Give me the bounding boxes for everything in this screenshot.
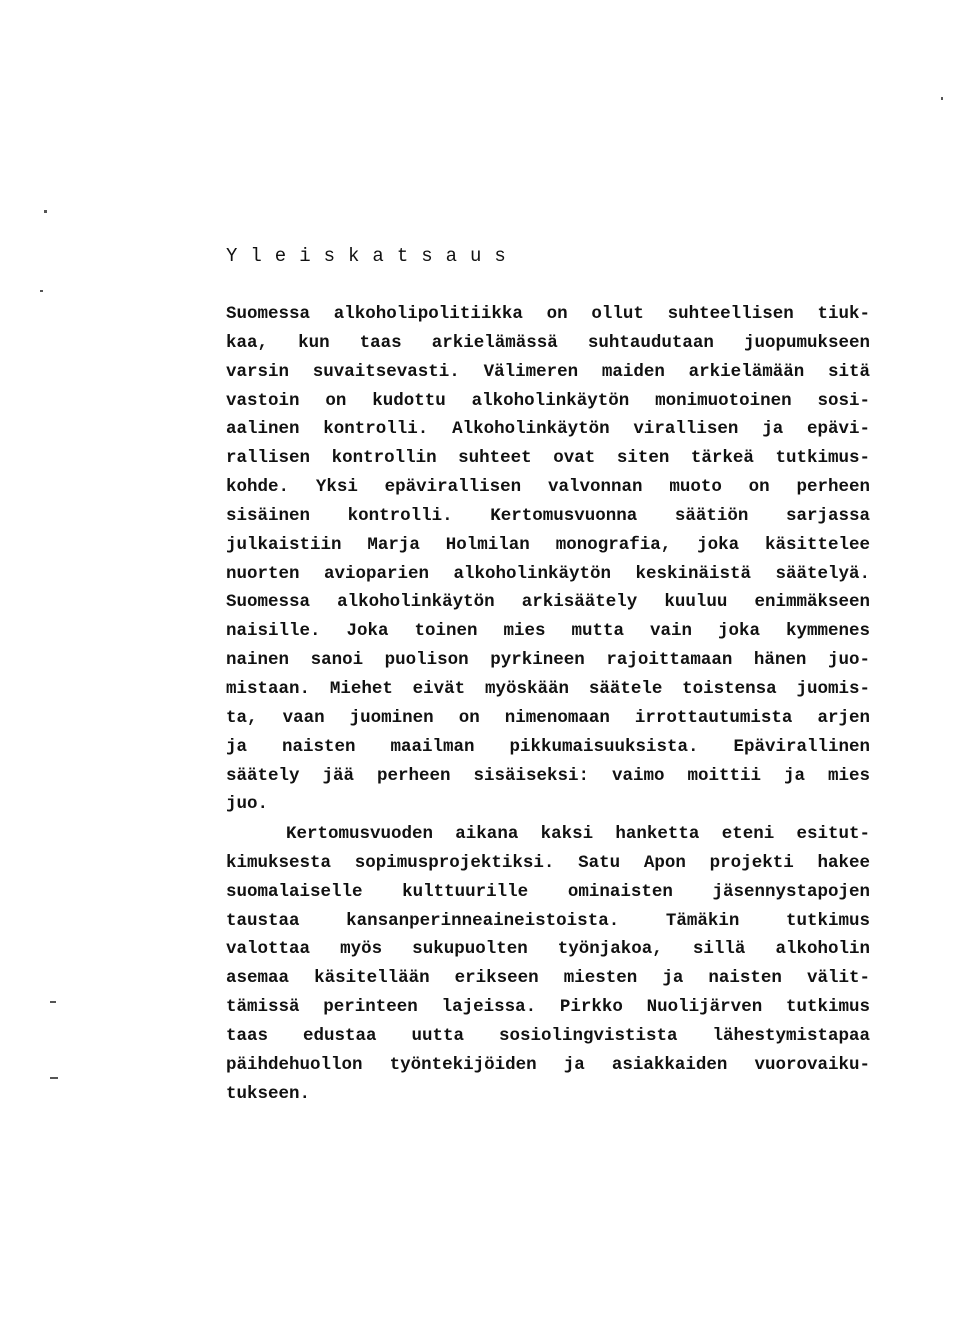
text-line: kimuksesta sopimusprojektiksi. Satu Apon projekti hakee <box>226 852 870 873</box>
text-line: rallisen kontrollin suhteet ovat siten tärkeä tutkimus- <box>226 448 870 469</box>
text-line: tämissä perinteen lajeissa. Pirkko Nuolijärven tutkimus <box>226 997 870 1018</box>
text-line: varsin suvaitsevasti. Välimeren maiden arkielämään sitä <box>226 361 870 382</box>
text-line: säätely jää perheen sisäiseksi: vaimo moittii ja mies <box>226 765 870 786</box>
text-line: Suomessa alkoholipolitiikka on ollut suhteellisen tiuk- <box>226 304 870 324</box>
text-line: tukseen. <box>226 1083 311 1104</box>
text-line: Kertomusvuoden aikana kaksi hanketta eteni esitut- <box>286 824 870 844</box>
text-line: juo. <box>226 794 269 815</box>
scan-speck <box>44 210 47 213</box>
text-line: taas edustaa uutta sosiolingvistista lähestymistapaa <box>226 1025 870 1046</box>
text-line: julkaistiin Marja Holmilan monografia, joka käsittelee <box>226 534 870 555</box>
text-line: asemaa käsitellään erikseen miesten ja naisten välit- <box>226 968 870 989</box>
page-heading: Yleiskatsaus <box>226 245 519 267</box>
text-line: kaa, kun taas arkielämässä suhtaudutaan juopumukseen <box>226 332 870 353</box>
text-line: valottaa myös sukupuolten työnjakoa, sillä alkoholin <box>226 939 870 960</box>
text-line: vastoin on kudottu alkoholinkäytön monimuotoinen sosi- <box>226 390 870 411</box>
scan-speck <box>50 1001 56 1003</box>
text-line: kohde. Yksi epävirallisen valvonnan muoto on perheen <box>226 477 870 498</box>
text-line: ja naisten maailman pikkumaisuuksista. Epävirallinen <box>226 736 870 757</box>
scan-speck <box>40 290 43 292</box>
scan-speck <box>941 97 943 100</box>
text-line: taustaa kansanperinneaineistoista. Tämäkin tutkimus <box>226 910 870 931</box>
scan-speck <box>50 1077 58 1079</box>
text-line: aalinen kontrolli. Alkoholinkäytön virallisen ja epävi- <box>226 419 870 440</box>
text-line: ta, vaan juominen on nimenomaan irrottautumista arjen <box>226 707 870 728</box>
text-line: päihdehuollon työntekijöiden ja asiakkaiden vuorovaiku- <box>226 1054 870 1075</box>
text-line: naisille. Joka toinen mies mutta vain joka kymmenes <box>226 621 870 642</box>
text-line: mistaan. Miehet eivät myöskään säätele toistensa juomis- <box>226 678 870 699</box>
text-line: nainen sanoi puolison pyrkineen rajoittamaan hänen juo- <box>226 650 870 671</box>
text-line: suomalaiselle kulttuurille ominaisten jäsennystapojen <box>226 881 870 902</box>
text-line: sisäinen kontrolli. Kertomusvuonna säätiön sarjassa <box>226 505 870 526</box>
paragraph-1 <box>226 300 870 819</box>
text-line: Suomessa alkoholinkäytön arkisäätely kuuluu enimmäkseen <box>226 592 870 613</box>
paragraph-2 <box>226 820 870 1108</box>
text-line: nuorten avioparien alkoholinkäytön keskinäistä säätelyä. <box>226 563 870 584</box>
